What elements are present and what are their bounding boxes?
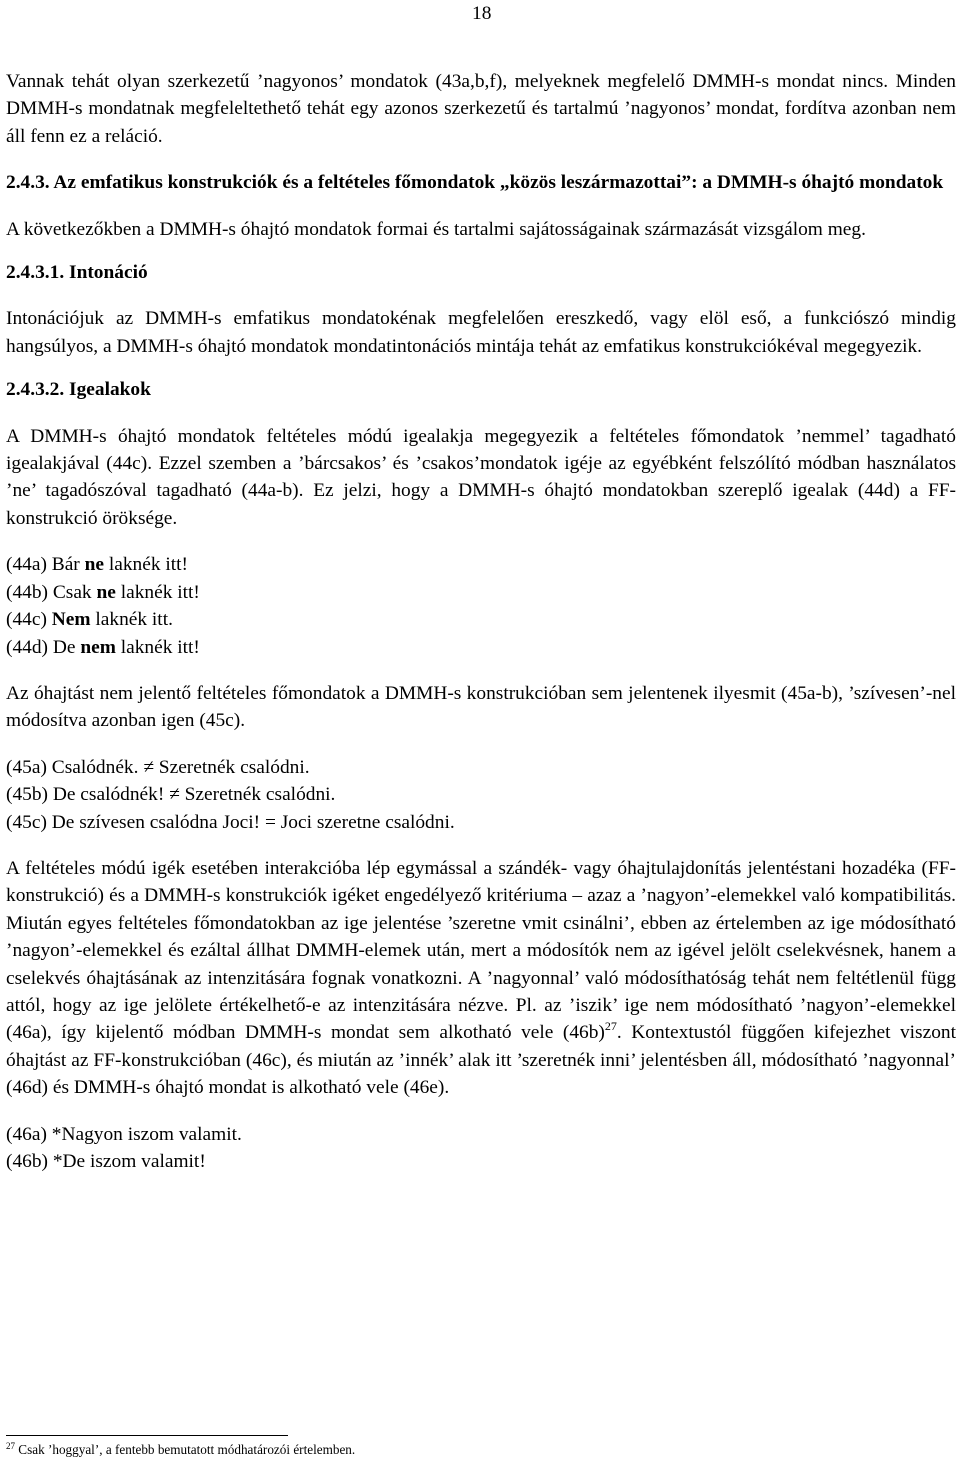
paragraph-felteteles-igek: A feltételes módú igék esetében interakcióba lép egymással a szándék- vagy óhajtulajdonítás jelentéstani hozadéka (FF-konstrukció) és a DMMH-s konstrukciók igéket engedélyező kritériuma – azaz a ’nagyon’-elemekkel való kompatibilitás. Miután egyes feltételes főmondatokban az ige jelentése ’szeretne vmit csinálni’, ebben az értelemben az ige módosítható ’nagyon’-elemekkel és ezáltal állhat DMMH-elemek után, mert a módosítók nem az igével jelölt cselekvésnek, hanem a cselekvés óhajtásának az intenzitására fognak vonatkozni. A ’nagyonnal’ való módosíthatóság tehát nem feltétlenül függ attól, hogy az ige jelölete értékelhető-e az intenzitására nézve. Pl. az ’iszik’ ige nem módosítható ’nagyon’-elemekkel (46a), így kijelentő módban DMMH-s mondat sem alkotható vele $(46b)^{27}$. Kontextustól függően kifejezhet viszont óhajtást az FF-konstrukcióban (46c), és miután az ’innék’ alak itt ’szeretnék inni’ jelentésben áll, módosítható ’nagyonnal’ (46d) és DMMH-s óhajtó mondat is alkotható vele (46e). [6,857,956,1099]
footnote-divider [6,1435,288,1436]
subsection-heading-igealakok: 2.4.3.2. Igealakok [6,379,151,401]
footnote [6,1441,355,1458]
paragraph-igealakok: A DMMH-s óhajtó mondatok feltételes módú igealakja megegyezik a feltételes főmondatok ’nemmel’ tagadható igealakjával (44c). Ezzel szemben a ’bárcsakos’ és ’csakos’mondatok igéje az egyébként felszólító módban használatos ’ne’ tagadószóval tagadható (44a-b). Ez jelzi, hogy a DMMH-s óhajtó mondatokban szereplő igealak (44d) a FF-konstrukció öröksége. [6,425,956,529]
example-line: (44a) Bár ne laknék itt! [6,554,189,576]
footnote-text: Csak ’hoggyal’, a fentebb bemutatott módhatározói értelemben. [15,1442,356,1457]
footnote-reference: 27 [604,1019,617,1034]
page-number: 18 [472,3,492,24]
footnote-number: 27 [6,1441,15,1451]
paragraph-intonacio: Intonációjuk az DMMH-s emfatikus mondatokénak megfelelően ereszkedő, vagy elöl eső, a funkciószó mindig hangsúlyos, a DMMH-s óhajtó mondatok mondatintonációs mintája tehát az emfatikus konstrukciókéval megegyezik. [6,308,956,357]
example-line: (44b) Csak ne laknék itt! [6,581,200,603]
example-line: (45b) De csalódnék! ≠ Szeretnék csalódni. [6,784,336,806]
page-body [6,68,956,1175]
examples-44 [6,551,956,661]
example-line: (46a) *Nagyon iszom valamit. [6,1123,242,1145]
example-line: (44c) Nem laknék itt. [6,609,173,631]
example-line: (45c) De szívesen csalódna Joci! = Joci szeretne csalódni. [6,811,455,833]
section-heading-2-4-3: 2.4.3. Az emfatikus konstrukciók és a feltételes főmondatok „közös leszármazottai”: a DMMH-s óhajtó mondatok [6,172,944,194]
example-line: (44d) De nem laknék itt! [6,636,200,658]
examples-46 [6,1121,956,1176]
example-line: (46b) *De iszom valamit! [6,1151,206,1172]
paragraph-ohajtas: Az óhajtást nem jelentő feltételes főmondatok a DMMH-s konstrukcióban sem jelentenek ilyesmit (45a-b), ’szívesen’-nel módosítva azonban igen (45c). [6,682,956,732]
example-line: (45a) Csalódnék. ≠ Szeretnék csalódni. [6,756,310,778]
subsection-heading-intonacio: 2.4.3.1. Intonáció [6,262,148,284]
examples-45 [6,754,956,836]
paragraph-section-intro: A következőkben a DMMH-s óhajtó mondatok formai és tartalmi sajátosságainak származását vizsgálom meg. [6,218,866,240]
paragraph-intro: Vannak tehát olyan szerkezetű ’nagyonos’ mondatok (43a,b,f), melyeknek megfelelő DMMH-s mondat nincs. Minden DMMH-s mondatnak megfeleltethető tehát egy azonos szerkezetű és tartalmú ’nagyonos’ mondat, fordítva azonban nem áll fenn ez a reláció. [6,71,956,147]
